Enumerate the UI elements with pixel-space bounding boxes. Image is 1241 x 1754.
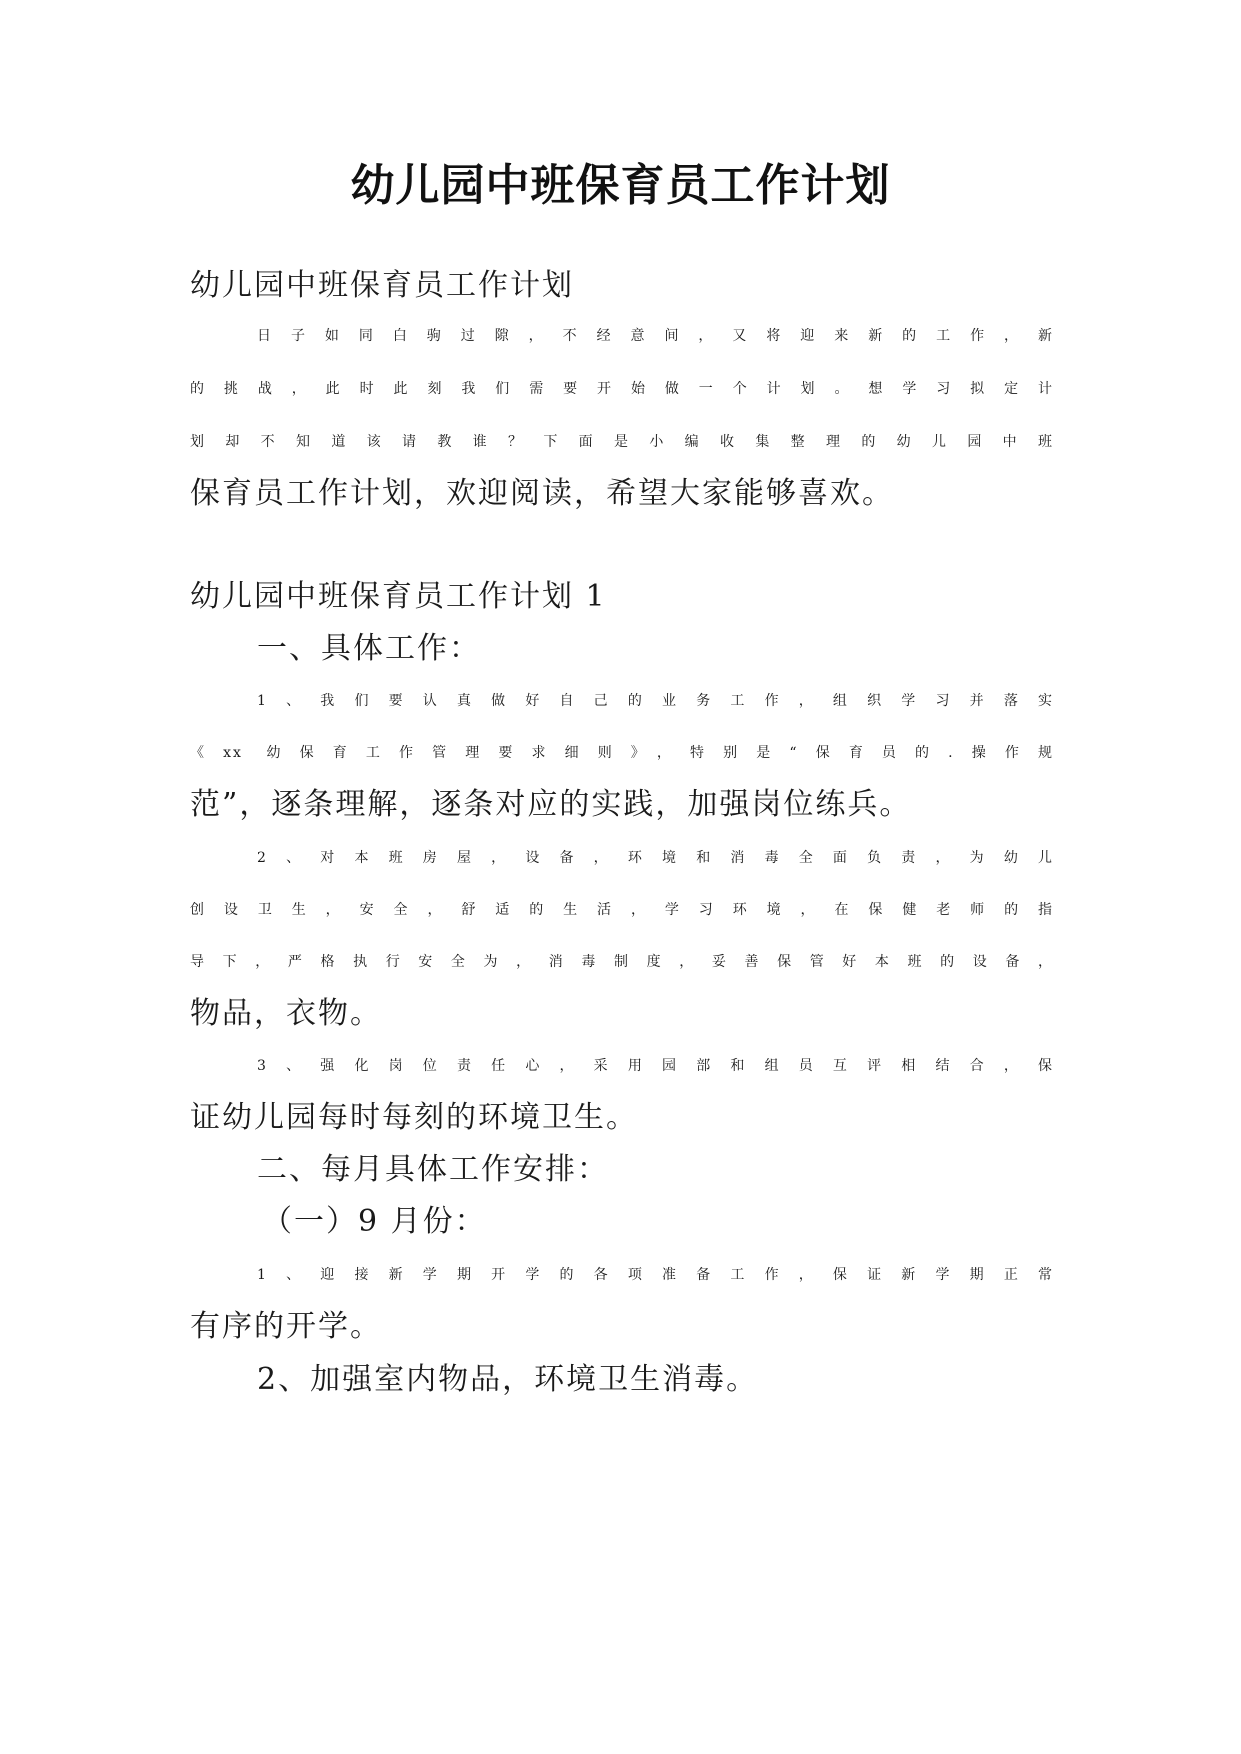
paragraph-line: 创设卫生，安全，舒适的生活，学习环境，在保健老师的指: [190, 902, 1054, 918]
paragraph-line: 2、对本班房屋，设备，环境和消毒全面负责，为幼儿: [257, 850, 1054, 866]
paragraph-line: 有序的开学。: [190, 1309, 382, 1344]
paragraph-line: 证幼儿园每时每刻的环境卫生。: [190, 1100, 638, 1135]
section-heading: 幼儿园中班保育员工作计划 1: [190, 579, 607, 614]
intro-heading: 幼儿园中班保育员工作计划: [190, 268, 574, 303]
intro-paragraph-line: 日子如同白驹过隙，不经意间，又将迎来新的工作，新: [257, 328, 1054, 344]
paragraph-line: 1、我们要认真做好自己的业务工作，组织学习并落实: [257, 693, 1054, 709]
paragraph-line: 1、迎接新学期开学的各项准备工作，保证新学期正常: [257, 1267, 1054, 1283]
subsection-heading: 二、每月具体工作安排：: [257, 1152, 609, 1187]
intro-paragraph-line: 的挑战，此时此刻我们需要开始做一个计划。想学习拟定计: [190, 381, 1054, 397]
paragraph-line: 导下，严格执行安全为，消毒制度，妥善保管好本班的设备，: [190, 954, 1054, 970]
paragraph-line: 范”，逐条理解，逐条对应的实践，加强岗位练兵。: [190, 787, 912, 822]
paragraph-line: 2、加强室内物品，环境卫生消毒。: [257, 1362, 759, 1397]
paragraph-line: 物品，衣物。: [190, 996, 382, 1031]
paragraph-line: 《xx 幼保育工作管理要求细则》，特别是“保育员的.操作规: [190, 745, 1054, 761]
intro-paragraph-line: 保育员工作计划，欢迎阅读，希望大家能够喜欢。: [190, 476, 894, 511]
month-heading: （一）9 月份：: [262, 1204, 487, 1239]
subsection-heading: 一、具体工作：: [257, 631, 481, 666]
document-title: 幼儿园中班保育员工作计划: [350, 160, 891, 211]
paragraph-line: 3、强化岗位责任心，采用园部和组员互评相结合，保: [257, 1058, 1054, 1074]
intro-paragraph-line: 划却不知道该请教谁？下面是小编收集整理的幼儿园中班: [190, 434, 1054, 450]
